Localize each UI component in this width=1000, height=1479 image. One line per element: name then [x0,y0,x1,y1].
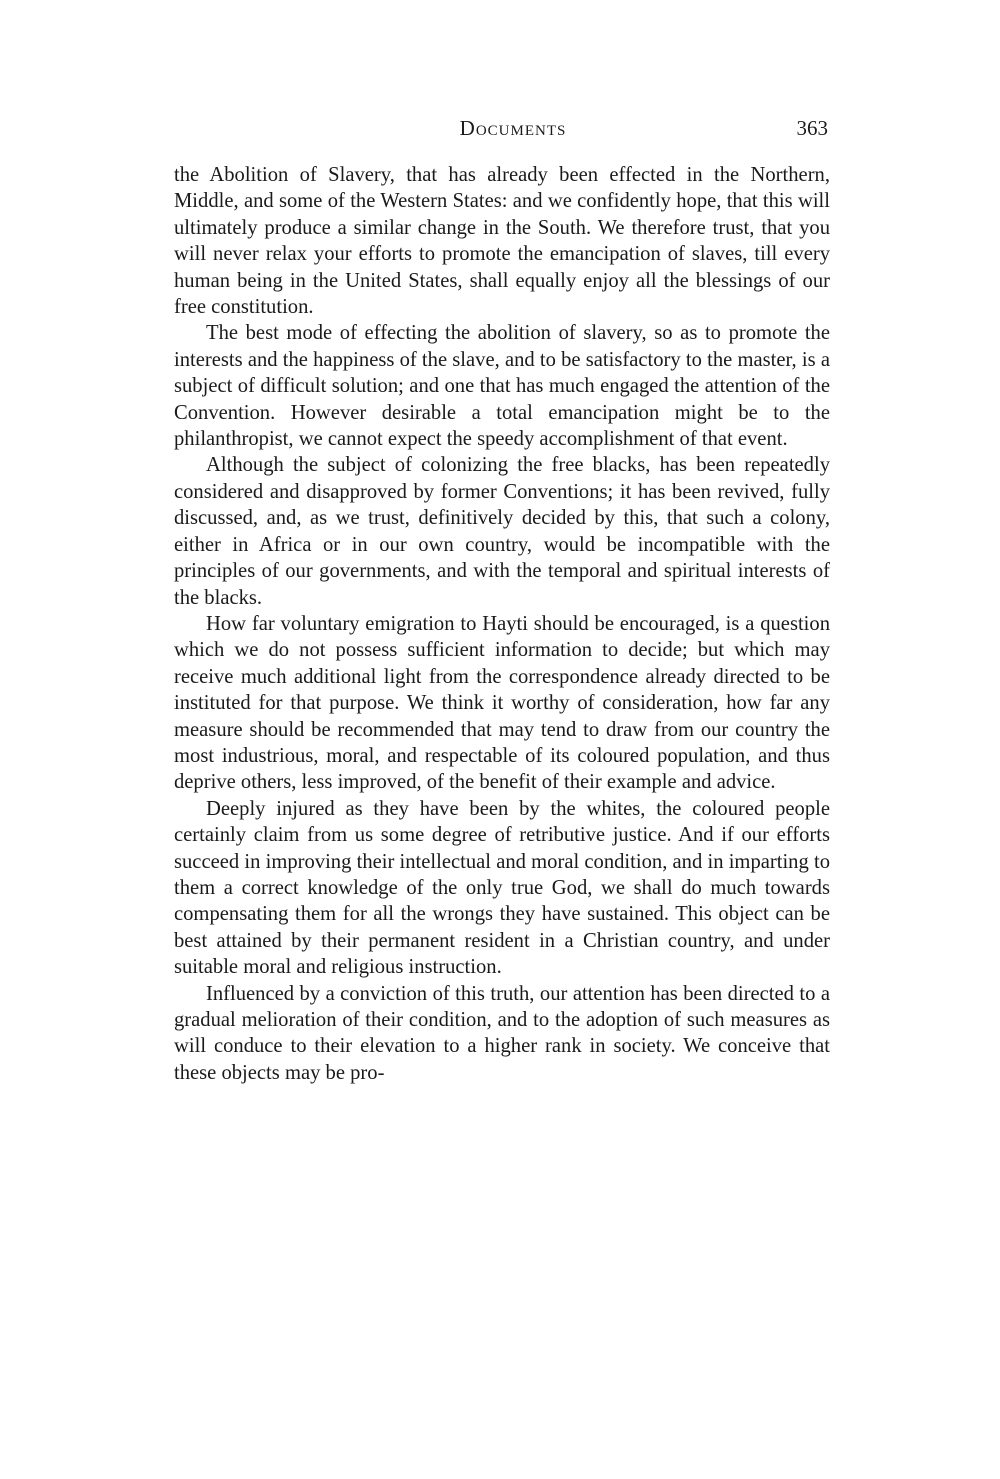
running-header [174,112,830,146]
paragraph-continued: the Abolition of Slavery, that has already been effected in the Northern, Middle, and some of the Western States: and we confidently hope, that this will ultimately produce a similar change in the South. We therefore trust, that you will never relax your efforts to promote the emancipation of slaves, till every human being in the United States, shall equally enjoy all the blessings of our free constitution. [174,164,830,319]
paragraph: Deeply injured as they have been by the whites, the coloured people certainly claim from us some degree of retributive justice. And if our efforts succeed in improving their intellectual and moral condition, and in imparting to them a correct knowledge of the only true God, we shall do much towards compensating them for all the wrongs they have sustained. This object can be best attained by their permanent resident in a Christian country, and under suitable moral and religious instruction. [174,797,830,979]
page-number: 363 [796,116,828,140]
paragraph: The best mode of effecting the abolition of slavery, so as to promote the interests and the happiness of the slave, and to be satisfactory to the master, is a subject of difficult solution; and one that has much engaged the attention of the Convention. However desirable a total emancipation might be to the philanthropist, we cannot expect the speedy accomplishment of that event. [174,322,830,451]
paragraph: Influenced by a conviction of this truth, our attention has been directed to a gradual melioration of their condition, and to the adoption of such measures as will conduce to their elevation to a higher rank in society. We conceive that these objects may be pro- [174,982,830,1084]
running-title: Documents [459,116,567,140]
body-text [174,162,830,1086]
paragraph: How far voluntary emigration to Hayti should be encouraged, is a question which we do not possess sufficient information to decide; but which may receive much additional light from the correspondence already directed to be instituted for that purpose. We think it worthy of consideration, how far any measure should be recommended that may tend to draw from our country the most industrious, moral, and respectable of its coloured population, and thus deprive others, less improved, of the benefit of their example and advice. [174,612,830,794]
paragraph: Although the subject of colonizing the free blacks, has been repeatedly considered and disapproved by former Conventions; it has been revived, fully discussed, and, as we trust, definitively decided by this, that such a colony, either in Africa or in our own country, would be incompatible with the principles of our governments, and with the temporal and spiritual interests of the blacks. [174,454,830,609]
